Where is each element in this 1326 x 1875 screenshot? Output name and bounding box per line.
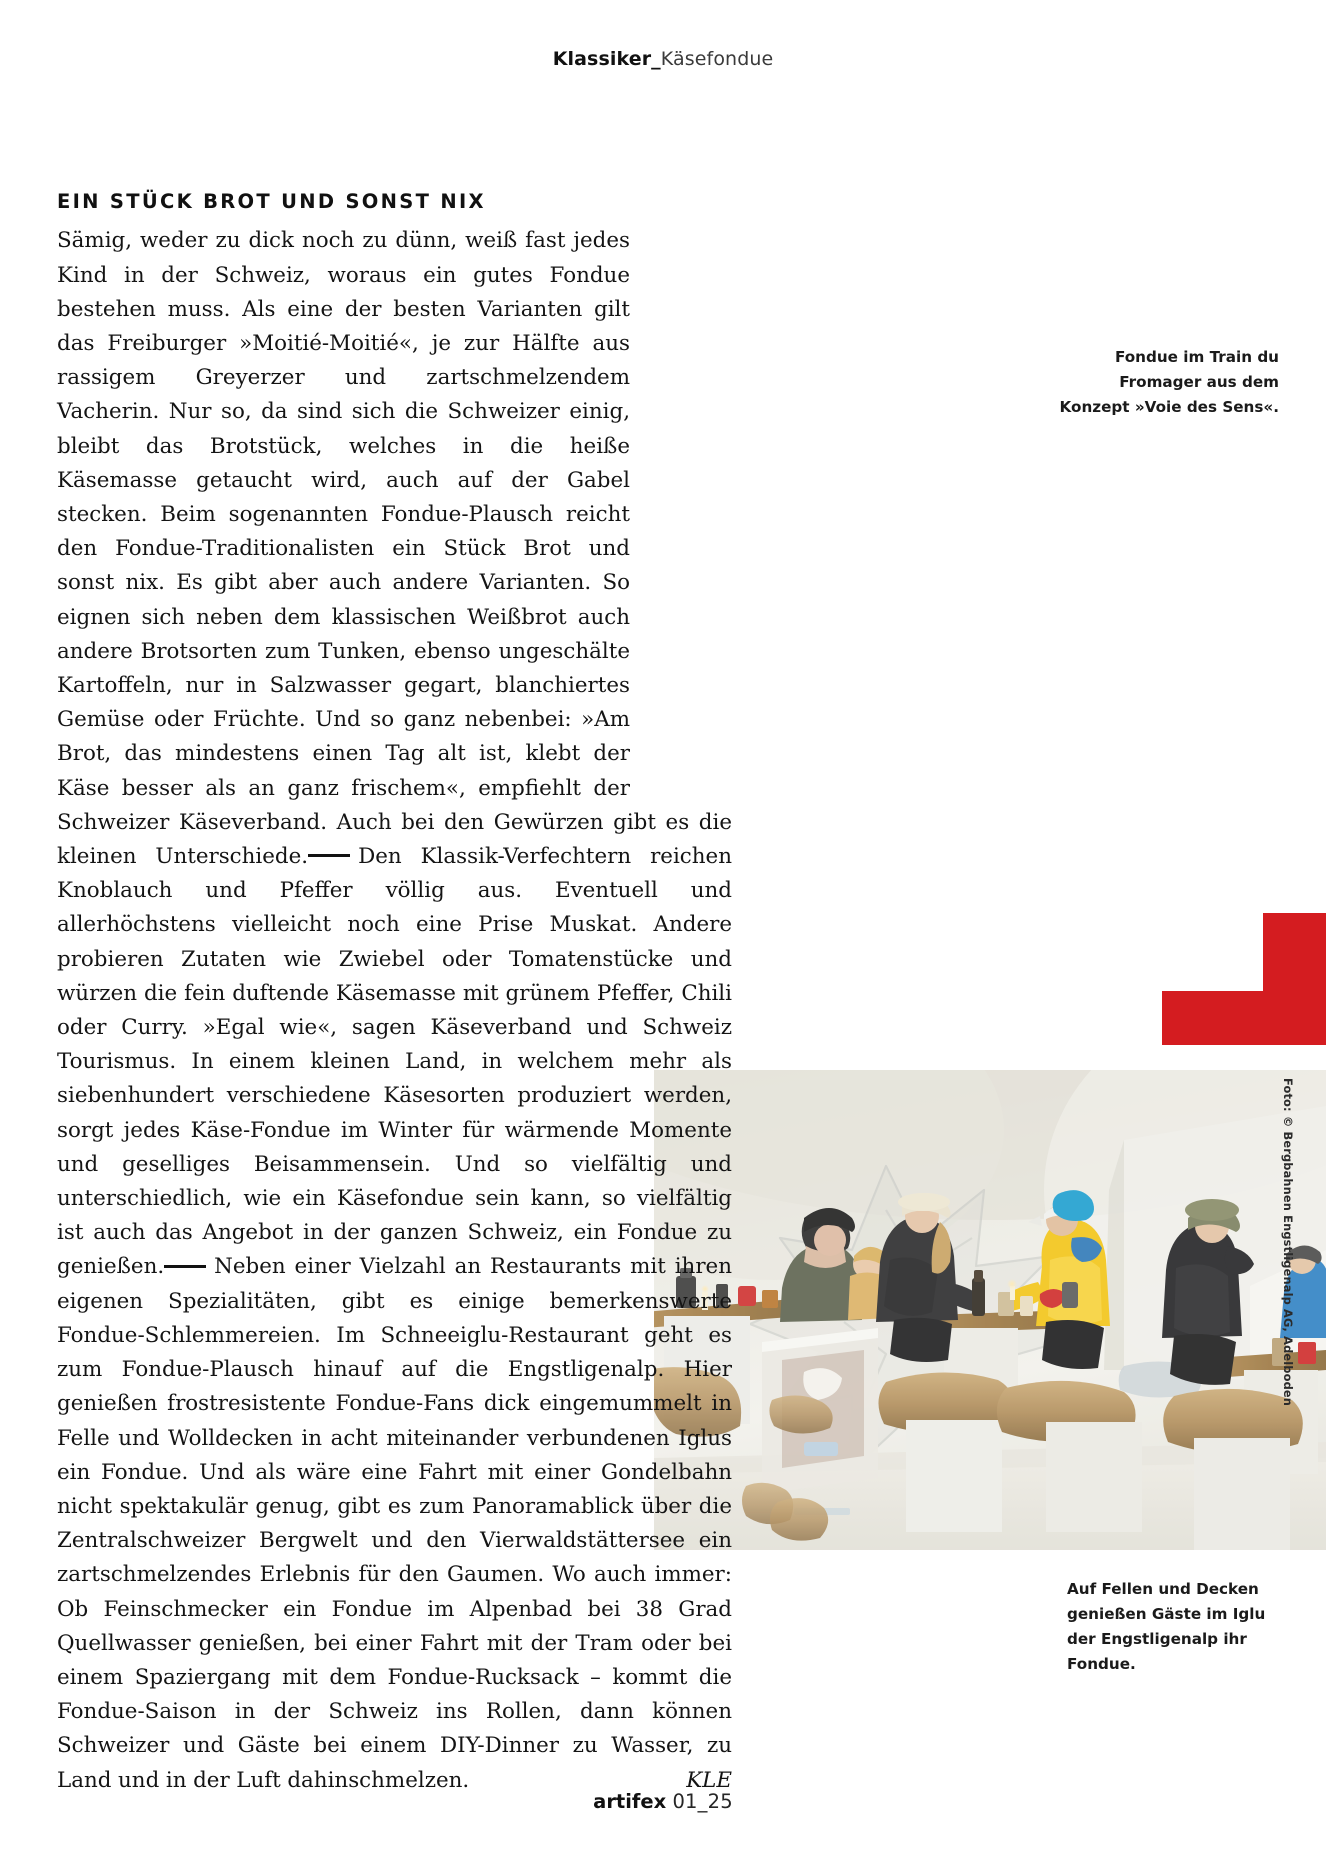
- page-footer: [0, 1790, 1326, 1813]
- red-accent-graphic: [1162, 913, 1326, 1045]
- photo-credit: [1281, 1078, 1299, 1538]
- section-kicker: EIN STÜCK BROT UND SONST NIX: [57, 190, 486, 213]
- paragraph-rule-2: [164, 1265, 206, 1268]
- caption-bottom-right: Auf Fellen und Decken genießen Gäste im Iglu der Engstligenalp ihr Fondue.: [1067, 1580, 1266, 1673]
- running-head: [0, 48, 1326, 70]
- caption-top-right: Fondue im Train du Fromager aus dem Konzept »Voie des Sens«.: [1059, 348, 1279, 416]
- paragraph-3: Neben einer Vielzahl an Restaurants mit ihren eigenen Spezialitäten, gibt es einige bemerkenswerte Fondue-Schlemmereien. Im Schneeiglu-Restaurant geht es zum Fondue-Plausch hinauf auf die Engstligenalp. Hier genießen frostresistente Fondue-Fans dick eingemummelt in Felle und Wolldecken in acht miteinander verbundenen Iglus ein Fondue. Und als wäre eine Fahrt mit einer Gondelbahn nicht spektakulär genug, gibt es zum Panoramablick über die Zentralschweizer Bergwelt und den Vierwaldstättersee ein zartschmelzendes Erlebnis für den Gaumen. Wo auch immer: Ob Feinschmecker ein Fondue im Alpenbad bei 38 Grad Quellwasser genießen, bei einer Fahrt mit der Tram oder bei einem Spaziergang mit dem Fondue-Rucksack – kommt die Fondue-Saison in der Schweiz ins Rollen, dann können Schweizer und Gäste bei einem DIY-Dinner zu Wasser, zu Land und in der Luft dahinschmelzen.: [57, 1254, 732, 1793]
- paragraph-rule-1: [308, 854, 350, 857]
- author-initials: KLE: [686, 1767, 732, 1793]
- paragraph-2: Den Klassik-Verfechtern reichen Knoblauch und Pfeffer völlig aus. Eventuell und allerhöchstens vielleicht noch eine Prise Muskat. Andere probieren Zutaten wie Zwiebel oder Tomatenstücke und würzen die fein duftende Käsemasse mit grünem Pfeffer, Chili oder Curry. »Egal wie«, sagen Käseverband und Schweiz Tourismus. In einem kleinen Land, in welchem mehr als siebenhundert verschiedene Käsesorten produziert werden, sorgt jedes Käse-Fondue im Winter für wärmende Momente und geselliges Beisammensein. Und so vielfältig und unterschiedlich, wie ein Käsefondue sein kann, so vielfältig ist auch das Angebot in der ganzen Schweiz, ein Fondue zu genießen.: [57, 844, 732, 1280]
- footer-issue: 01_25: [672, 1790, 733, 1813]
- running-head-topic: Käsefondue: [660, 48, 774, 70]
- footer-brand: artifex: [593, 1790, 667, 1813]
- photo-text-wrap-spacer: [630, 224, 732, 784]
- igloo-fondue-photo: [654, 1070, 1326, 1550]
- article-text-column: [57, 190, 732, 1798]
- paragraph-1: Sämig, weder zu dick noch zu dünn, weiß fast jedes Kind in der Schweiz, woraus ein gutes Fondue bestehen muss. Als eine der besten Varianten gilt das Freiburger »Moitié-Moitié«, je zur Hälfte aus rassigem Greyerzer und zartschmelzendem Vacherin. Nur so, da sind sich die Schweizer einig, bleibt das Brotstück, welches in die heiße Käsemasse getaucht wird, auch auf der Gabel stecken. Beim sogenannten Fondue-Plausch reicht den Fondue-Traditionalisten ein Stück Brot und sonst nix. Es gibt aber auch andere Varianten. So eignen sich neben dem klassischen Weißbrot auch andere Brotsorten zum Tunken, ebenso ungeschälte Kartoffeln, nur in Salzwasser gegart, blanchiertes Gemüse oder Früchte. Und so ganz nebenbei: »Am Brot, das mindestens einen Tag alt ist, klebt der Käse besser als an ganz frischem«, empfiehlt der Schweizer Käseverband. Auch bei den Gewürzen gibt es die kleinen Unterschiede.: [57, 228, 732, 870]
- running-head-section: Klassiker_: [552, 48, 661, 70]
- article-body: [57, 224, 732, 1797]
- photo-credit-text: Foto: © Bergbahnen Engstligenalp AG, Adelboden: [1281, 1078, 1295, 1407]
- red-accent-horizontal-bar: [1162, 991, 1326, 1045]
